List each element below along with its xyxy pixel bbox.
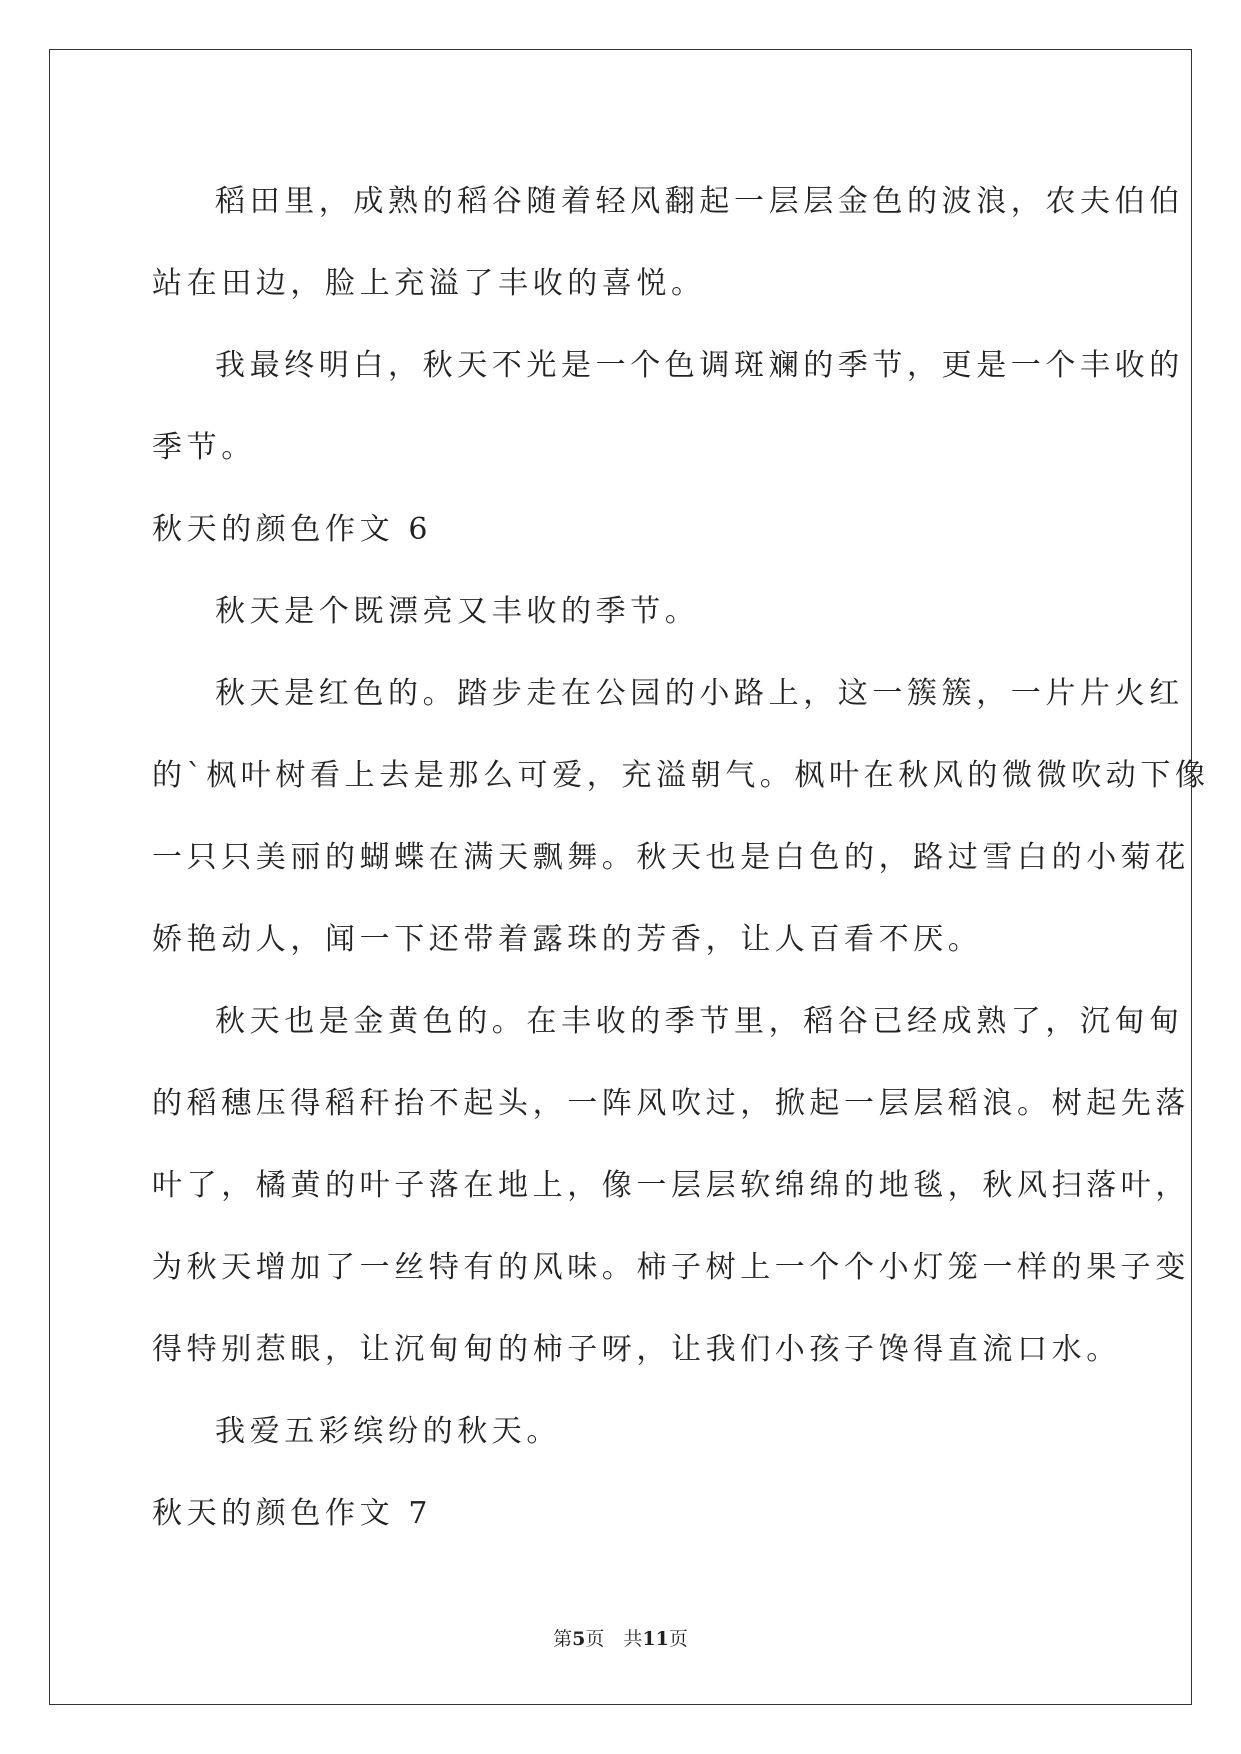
paragraph-line: 的`枫叶树看上去是那么可爱，充溢朝气。枫叶在秋风的微微吹动下像 xyxy=(152,758,1210,793)
footer-mid: 页 共 xyxy=(585,1628,643,1650)
paragraph-line: 为秋天增加了一丝特有的风味。柿子树上一个个小灯笼一样的果子变 xyxy=(152,1250,1190,1285)
footer-page-number: 5 xyxy=(572,1628,586,1650)
paragraph-line: 一只只美丽的蝴蝶在满天飘舞。秋天也是白色的，路过雪白的小菊花 xyxy=(152,840,1190,875)
footer-suffix: 页 xyxy=(668,1628,688,1650)
paragraph-line: 秋天也是金黄色的。在丰收的季节里，稻谷已经成熟了，沉甸甸 xyxy=(215,1004,1184,1039)
paragraph-line: 秋天是红色的。踏步走在公园的小路上，这一簇簇，一片片火红 xyxy=(215,676,1184,711)
footer-total-pages: 11 xyxy=(642,1628,669,1650)
paragraph-line: 娇艳动人，闻一下还带着露珠的芳香，让人百看不厌。 xyxy=(152,922,983,957)
paragraph-line: 站在田边，脸上充溢了丰收的喜悦。 xyxy=(152,266,706,301)
paragraph-line: 的稻穗压得稻秆抬不起头，一阵风吹过，掀起一层层稻浪。树起先落 xyxy=(152,1086,1190,1121)
page-footer xyxy=(0,1626,1241,1652)
footer-prefix: 第 xyxy=(553,1628,573,1650)
section-heading: 秋天的颜色作文 6 xyxy=(152,512,433,547)
paragraph-line: 秋天是个既漂亮又丰收的季节。 xyxy=(215,594,700,629)
paragraph-line: 我最终明白，秋天不光是一个色调斑斓的季节，更是一个丰收的 xyxy=(215,348,1184,383)
paragraph-line: 我爱五彩缤纷的秋天。 xyxy=(215,1414,561,1449)
paragraph-line: 得特别惹眼，让沉甸甸的柿子呀，让我们小孩子馋得直流口水。 xyxy=(152,1332,1121,1367)
paragraph-line: 季节。 xyxy=(152,430,256,465)
paragraph-line: 稻田里，成熟的稻谷随着轻风翻起一层层金色的波浪，农夫伯伯 xyxy=(215,184,1184,219)
paragraph-line: 叶了，橘黄的叶子落在地上，像一层层软绵绵的地毯，秋风扫落叶， xyxy=(152,1168,1190,1203)
section-heading: 秋天的颜色作文 7 xyxy=(152,1496,433,1531)
document-body xyxy=(152,161,1210,1555)
